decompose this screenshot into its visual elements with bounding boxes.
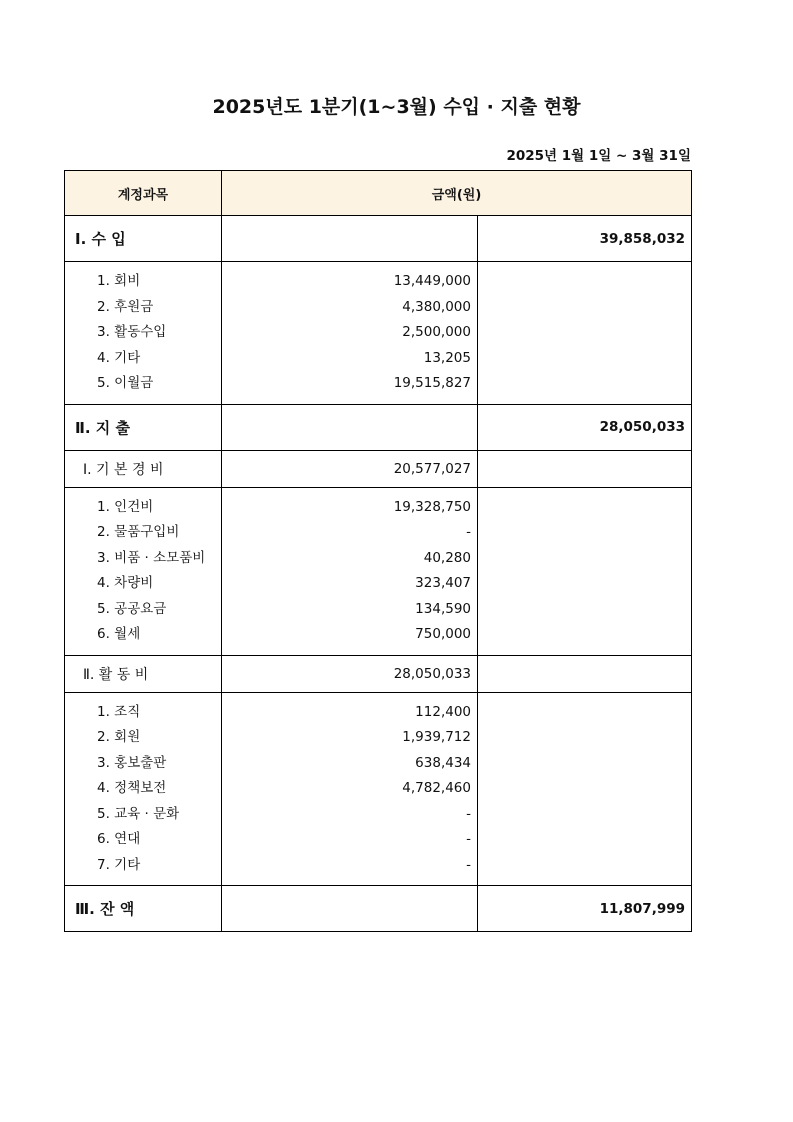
expense-empty-cell <box>222 404 478 450</box>
basic-items-empty <box>478 487 692 655</box>
list-item: 1. 조직 <box>97 703 141 720</box>
item-amount: 13,449,000 <box>393 273 471 289</box>
balance-row <box>65 886 692 932</box>
report-period: 2025년 1월 1일 ~ 3월 31일 <box>506 148 691 164</box>
item-amount: 4,380,000 <box>402 298 471 315</box>
list-item: 3. 활동수입 <box>97 324 167 340</box>
list-item: 5. 공공요금 <box>97 600 167 617</box>
activity-expense-amount: 28,050,033 <box>222 655 478 692</box>
list-item: 2. 회원 <box>97 729 141 745</box>
balance-label: Ⅲ. 잔 액 <box>65 886 222 932</box>
activity-items-empty <box>478 692 692 886</box>
item-amount: 40,280 <box>423 549 471 566</box>
basic-expense-empty <box>478 450 692 487</box>
basic-item-amounts <box>222 487 478 655</box>
item-amount: 750,000 <box>415 626 471 642</box>
table-header-row <box>65 171 692 216</box>
list-item: 5. 교육 · 문화 <box>97 805 180 822</box>
item-amount: 4,782,460 <box>402 780 471 796</box>
list-item: 4. 기타 <box>97 349 141 366</box>
basic-expense-amount: 20,577,027 <box>222 450 478 487</box>
activity-items-row <box>65 692 692 886</box>
income-empty-cell <box>222 216 478 262</box>
income-label: Ⅰ. 수 입 <box>65 216 222 262</box>
page-title: 2025년도 1분기(1~3월) 수입 · 지출 현황 <box>212 96 581 118</box>
list-item: 1. 인건비 <box>97 498 154 515</box>
list-item: 6. 월세 <box>97 626 141 642</box>
basic-item-labels <box>65 487 222 655</box>
income-section-row <box>65 216 692 262</box>
activity-expense-empty <box>478 655 692 692</box>
activity-expense-row <box>65 655 692 692</box>
item-amount: 638,434 <box>415 754 471 771</box>
list-item: 2. 물품구입비 <box>97 524 180 540</box>
item-amount: 19,328,750 <box>393 498 471 515</box>
list-item: 1. 회비 <box>97 273 141 289</box>
list-item: 4. 차량비 <box>97 575 154 591</box>
item-amount: - <box>466 524 471 540</box>
income-items-row <box>65 262 692 405</box>
income-items-empty <box>478 262 692 405</box>
item-amount: - <box>466 831 471 847</box>
item-amount: - <box>466 856 471 873</box>
list-item: 3. 홍보출판 <box>97 754 167 771</box>
activity-expense-label: Ⅱ. 활 동 비 <box>65 655 222 692</box>
item-amount: - <box>466 805 471 822</box>
income-total: 39,858,032 <box>478 216 692 262</box>
item-amount: 323,407 <box>415 575 471 591</box>
item-amount: 134,590 <box>415 600 471 617</box>
item-amount: 13,205 <box>423 349 471 366</box>
list-item: 6. 연대 <box>97 831 141 847</box>
header-amount: 금액(원) <box>222 171 692 216</box>
balance-empty-cell <box>222 886 478 932</box>
basic-expense-label: Ⅰ. 기 본 경 비 <box>65 450 222 487</box>
balance-total: 11,807,999 <box>478 886 692 932</box>
expense-total: 28,050,033 <box>478 404 692 450</box>
expense-label: Ⅱ. 지 출 <box>65 404 222 450</box>
basic-items-row <box>65 487 692 655</box>
income-expense-table <box>64 170 692 932</box>
list-item: 4. 정책보전 <box>97 780 167 796</box>
basic-expense-row <box>65 450 692 487</box>
income-item-labels <box>65 262 222 405</box>
income-item-amounts <box>222 262 478 405</box>
item-amount: 2,500,000 <box>402 324 471 340</box>
header-account: 계정과목 <box>65 171 222 216</box>
expense-section-row <box>65 404 692 450</box>
list-item: 5. 이월금 <box>97 375 154 391</box>
activity-item-labels <box>65 692 222 886</box>
list-item: 7. 기타 <box>97 856 141 873</box>
activity-item-amounts <box>222 692 478 886</box>
list-item: 3. 비품 · 소모품비 <box>97 549 206 566</box>
item-amount: 19,515,827 <box>393 375 471 391</box>
list-item: 2. 후원금 <box>97 298 154 315</box>
item-amount: 112,400 <box>415 703 471 720</box>
item-amount: 1,939,712 <box>402 729 471 745</box>
